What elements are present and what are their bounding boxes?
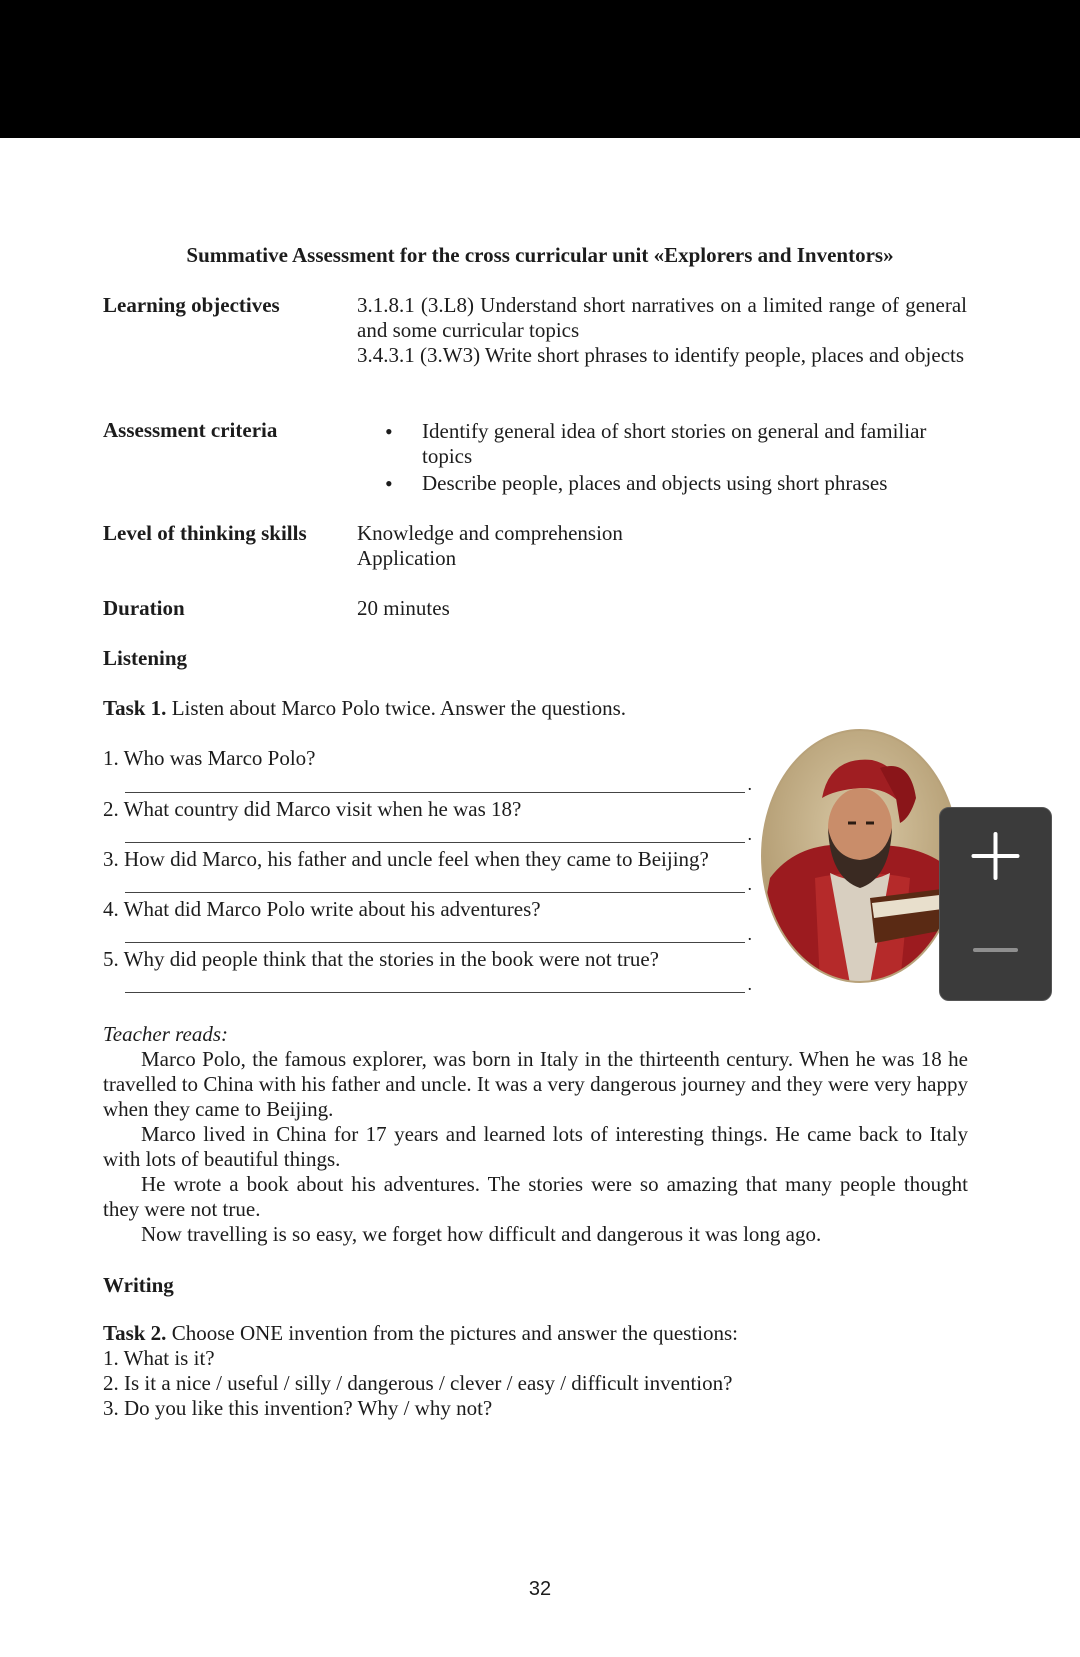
zoom-in-button[interactable] — [940, 808, 1051, 904]
zoom-control — [939, 807, 1052, 1001]
task2-question: 2. Is it a nice / useful / silly / dangerous / clever / easy / difficult invention? — [103, 1371, 733, 1395]
criteria-label: Assessment criteria — [103, 418, 278, 442]
objective-2: 3.4.3.1 (3.W3) Write short phrases to identify people, places and objects — [357, 343, 965, 367]
bullet-icon: • — [385, 471, 393, 496]
thinking-value — [357, 521, 967, 571]
task2-text: Choose ONE invention from the pictures and answer the questions: — [166, 1321, 738, 1345]
task2-label: Task 2. — [103, 1321, 167, 1345]
page-title: Summative Assessment for the cross curricular unit «Explorers and Inventors» — [186, 243, 894, 267]
zoom-out-button[interactable] — [940, 904, 1051, 1000]
writing-heading: Writing — [103, 1273, 174, 1297]
task2-block — [103, 1321, 968, 1421]
teacher-reads-label: Teacher reads: — [103, 1022, 229, 1046]
duration-label: Duration — [103, 596, 185, 620]
answer-line-3[interactable] — [125, 892, 745, 893]
task1-label: Task 1. — [103, 696, 167, 720]
marco-polo-portrait — [760, 728, 960, 984]
criteria-item: Identify general idea of short stories on general and familiar topics — [422, 419, 927, 468]
question-3: 3. How did Marco, his father and uncle feel when they came to Beijing? — [103, 847, 709, 871]
task2-question: 3. Do you like this invention? Why / why not? — [103, 1396, 493, 1420]
thinking-item: Application — [357, 546, 457, 570]
question-5: 5. Why did people think that the stories in the book were not true? — [103, 947, 659, 971]
criteria-list — [385, 419, 965, 498]
question-4: 4. What did Marco Polo write about his adventures? — [103, 897, 541, 921]
page-number: 32 — [528, 1578, 552, 1600]
teacher-reads — [103, 1022, 968, 1247]
objective-1: 3.1.8.1 (3.L8) Understand short narratives on a limited range of general and some curricular topics — [357, 293, 967, 342]
list-item — [385, 419, 965, 469]
minus-icon — [940, 904, 1051, 1000]
top-black-bar — [0, 0, 1080, 138]
reading-paragraph: He wrote a book about his adventures. The stories were so amazing that many people thought they were not true. — [103, 1172, 968, 1221]
answer-line-1[interactable] — [125, 792, 745, 793]
reading-paragraph: Marco lived in China for 17 years and learned lots of interesting things. He came back to Italy with lots of beautiful things. — [103, 1122, 968, 1171]
reading-paragraph: Marco Polo, the famous explorer, was born in Italy in the thirteenth century. When he was 18 he travelled to China with his father and uncle. It was a very dangerous journey and they were very happy when they came to Beijing. — [103, 1047, 968, 1121]
objectives-value — [357, 293, 967, 368]
question-2: 2. What country did Marco visit when he was 18? — [103, 797, 522, 821]
thinking-label: Level of thinking skills — [103, 521, 307, 545]
task2-question: 1. What is it? — [103, 1346, 215, 1370]
answer-line-2[interactable] — [125, 842, 745, 843]
task2-instruction — [103, 1321, 968, 1346]
list-item — [385, 471, 965, 496]
objectives-label: Learning objectives — [103, 293, 280, 317]
plus-icon — [940, 808, 1051, 904]
reading-paragraph: Now travelling is so easy, we forget how difficult and dangerous it was long ago. — [141, 1222, 822, 1246]
task1-instruction — [103, 696, 626, 721]
criteria-item: Describe people, places and objects using short phrases — [422, 471, 888, 495]
thinking-item: Knowledge and comprehension — [357, 521, 623, 545]
listening-heading: Listening — [103, 646, 188, 670]
question-1: 1. Who was Marco Polo? — [103, 746, 316, 770]
bullet-icon: • — [385, 419, 393, 444]
answer-line-4[interactable] — [125, 942, 745, 943]
task1-text: Listen about Marco Polo twice. Answer the questions. — [166, 696, 627, 720]
answer-line-5[interactable] — [125, 992, 745, 993]
duration-value: 20 minutes — [357, 596, 450, 620]
